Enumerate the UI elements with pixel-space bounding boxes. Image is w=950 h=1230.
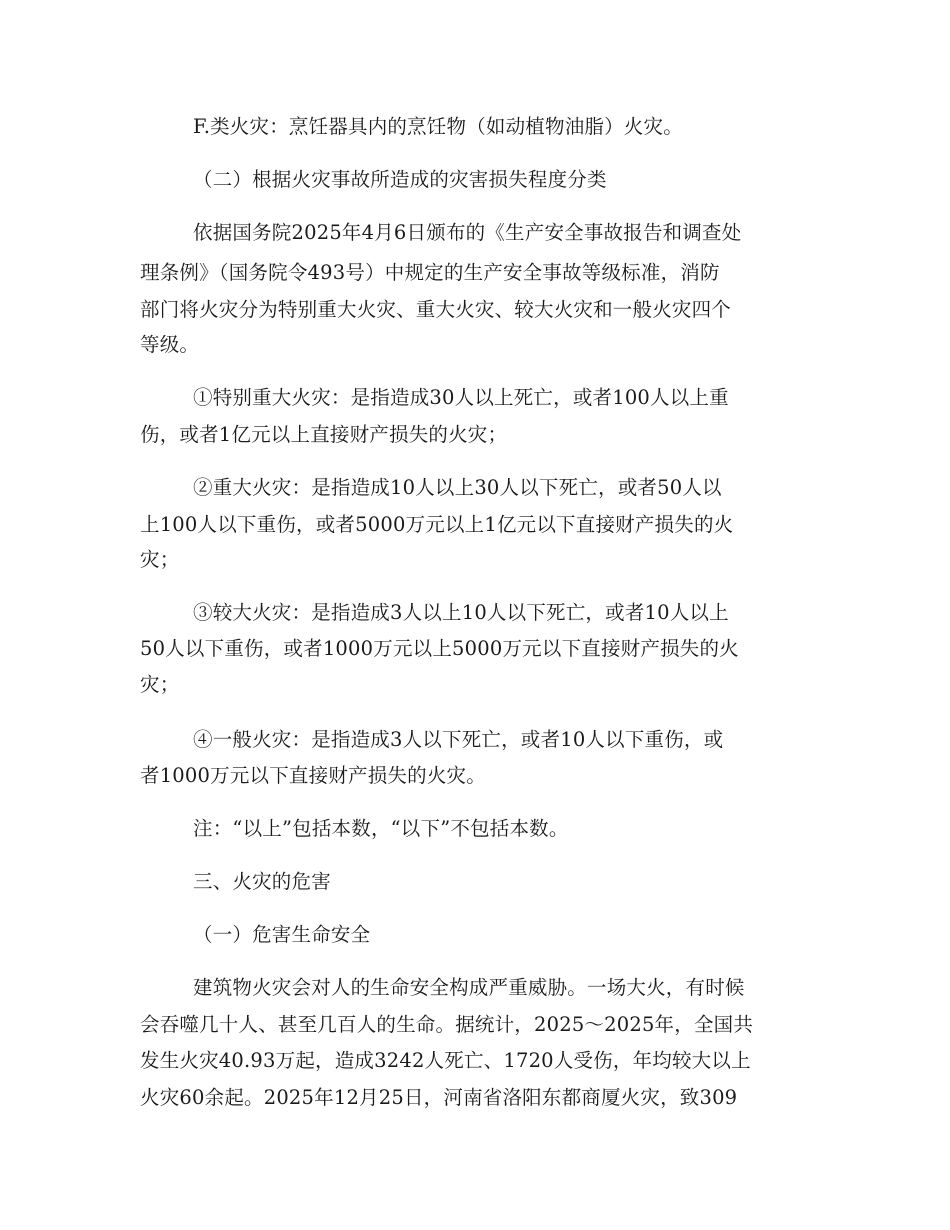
- paragraph-line: 部门将火灾分为特别重大火灾、重大火灾、较大火灾和一般火灾四个: [140, 298, 732, 321]
- list-item-line: 者1000万元以下直接财产损失的火灾。: [140, 764, 486, 787]
- list-item-line: 50人以下重伤，或者1000万元以上5000万元以下直接财产损失的火: [140, 637, 739, 660]
- section-heading: 三、火灾的危害: [193, 870, 331, 893]
- paragraph-line: 火灾60余起。2025年12月25日，河南省洛阳东都商厦火灾，致309: [140, 1086, 738, 1109]
- paragraph-line: 建筑物火灾会对人的生命安全构成严重威胁。一场大火，有时候: [193, 976, 745, 999]
- paragraph-line: 等级。: [140, 333, 200, 356]
- note-line: 注：“以上”包括本数，“以下”不包括本数。: [193, 817, 569, 840]
- list-item-line: 灾；: [140, 673, 180, 696]
- list-item-line: ④一般火灾：是指造成3人以下死亡，或者10人以下重伤，或: [193, 728, 724, 751]
- paragraph-line: 依据国务院2025年4月6日颁布的《生产安全事故报告和调查处: [193, 221, 742, 244]
- list-item-line: 灾；: [140, 548, 180, 571]
- paragraph-line: 理条例》（国务院令493号）中规定的生产安全事故等级标准，消防: [140, 261, 720, 284]
- paragraph-line: F.类火灾：烹饪器具内的烹饪物（如动植物油脂）火灾。: [193, 115, 683, 138]
- list-item-line: 伤，或者1亿元以上直接财产损失的火灾；: [140, 423, 508, 446]
- list-item-line: 上100人以下重伤，或者5000万元以上1亿元以下直接财产损失的火: [140, 513, 734, 536]
- subsection-heading: （一）危害生命安全: [193, 923, 371, 946]
- paragraph-line: 发生火灾40.93万起，造成3242人死亡、1720人受伤，年均较大以上: [140, 1049, 751, 1072]
- list-item-line: ②重大火灾：是指造成10人以上30人以下死亡，或者50人以: [193, 476, 722, 499]
- list-item-line: ①特别重大火灾：是指造成30人以上死亡，或者100人以上重: [193, 386, 729, 409]
- paragraph-line: 会吞噬几十人、甚至几百人的生命。据统计，2025～2025年，全国共: [140, 1013, 754, 1036]
- section-heading: （二）根据火灾事故所造成的灾害损失程度分类: [193, 168, 607, 191]
- list-item-line: ③较大火灾：是指造成3人以上10人以下死亡，或者10人以上: [193, 601, 729, 624]
